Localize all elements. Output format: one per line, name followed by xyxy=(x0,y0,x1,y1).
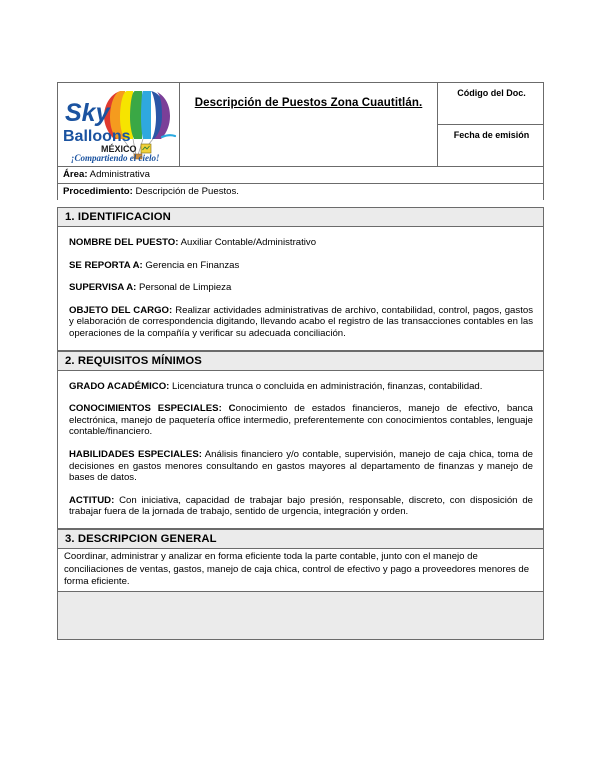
field-conocimientos-especiales xyxy=(69,403,533,438)
field-value: Personal de Limpieza xyxy=(139,282,232,294)
section-body-descripcion-general xyxy=(57,549,544,592)
area-row xyxy=(57,166,544,183)
field-nombre-del-puesto xyxy=(69,237,533,249)
svg-text:Balloons: Balloons xyxy=(62,128,131,145)
field-label: OBJETO DEL CARGO: xyxy=(69,304,173,316)
field-value: Auxiliar Contable/Administrativo xyxy=(180,237,317,248)
field-value: Con iniciativa, capacidad de trabajar bajo presión, responsable, discreto, con disposición de trabajar fuera de la jornada de trabajo, sentido de urgencia, integración y orden. xyxy=(69,494,533,518)
field-supervisa-a xyxy=(69,282,533,294)
svg-text:MÉXICO: MÉXICO xyxy=(100,144,137,154)
document-meta-cells xyxy=(438,83,543,166)
document-title: Descripción de Puestos Zona Cuautitlán. xyxy=(194,97,423,109)
spacer xyxy=(57,200,544,207)
procedimiento-row xyxy=(57,183,544,200)
field-se-reporta-a xyxy=(69,260,533,272)
field-actitud xyxy=(69,495,533,518)
field-habilidades-especiales xyxy=(69,449,533,484)
document-title-cell xyxy=(180,83,438,166)
field-value: Gerencia en Finanzas xyxy=(145,259,240,271)
field-label: SUPERVISA A: xyxy=(69,282,137,294)
section-body-requisitos-minimos xyxy=(57,371,544,529)
section-heading-identificacion: 1. IDENTIFICACION xyxy=(57,207,544,227)
svg-text:¡Compartiendo el cielo!: ¡Compartiendo el cielo! xyxy=(70,153,159,163)
field-label: CONOCIMIENTOS ESPECIALES: C xyxy=(69,403,236,415)
job-description-document xyxy=(57,82,544,640)
codigo-del-doc-label: Código del Doc. xyxy=(438,83,543,125)
field-grado-academico xyxy=(69,381,533,393)
field-objeto-del-cargo xyxy=(69,305,533,340)
section-heading-requisitos-minimos: 2. REQUISITOS MÍNIMOS xyxy=(57,351,544,371)
balloon-logo-graphic xyxy=(61,87,177,163)
field-value: Licenciatura trunca o concluida en administración, finanzas, contabilidad. xyxy=(172,380,483,392)
field-label: ACTITUD: xyxy=(69,494,115,506)
section-body-identificacion xyxy=(57,227,544,351)
field-label: SE REPORTA A: xyxy=(69,259,143,271)
svg-text:Sky: Sky xyxy=(64,99,109,127)
descripcion-general-text: Coordinar, administrar y analizar en forma eficiente toda la parte contable, junto con el manejo de conciliaciones de ventas, gastos, manejo de caja chica, control de efectivo y pago a proveedores menores de forma eficiente. xyxy=(64,550,530,588)
field-value: Análisis financiero y/o contable, supervisión, manejo de caja chica, toma de decisiones en gastos menores consultando en gastos mayores al departamento de finanzas y manejo de bases de datos. xyxy=(69,448,533,484)
field-value: onocimiento de estados financieros, manejo de efectivo, banca electrónica, manejo de paquetería office intermedio, preferentemente con conocimientos contables, lenguaje contable/financiero. xyxy=(69,403,534,438)
section-heading-descripcion-general: 3. DESCRIPCION GENERAL xyxy=(57,529,544,549)
document-header xyxy=(57,82,544,166)
area-label: Área: xyxy=(63,169,88,180)
company-logo-cell xyxy=(58,83,180,166)
procedimiento-label: Procedimiento: xyxy=(63,186,133,197)
empty-footer-box xyxy=(57,592,544,640)
field-label: HABILIDADES ESPECIALES: xyxy=(69,448,202,460)
procedimiento-value: Descripción de Puestos. xyxy=(135,186,239,197)
sky-balloons-logo xyxy=(61,87,177,163)
area-value: Administrativa xyxy=(89,169,150,180)
field-label: NOMBRE DEL PUESTO: xyxy=(69,237,179,248)
fecha-de-emision-label: Fecha de emisión xyxy=(453,130,530,140)
field-value: Realizar actividades administrativas de archivo, contabilidad, control, pagos, gastos y elaboración de correspondencia digitando, llevando acabo el registro de las transacciones contables en las operaciones de la compañía y verificar su adecuada conciliación. xyxy=(69,304,533,339)
field-label: GRADO ACADÉMICO: xyxy=(69,380,170,392)
